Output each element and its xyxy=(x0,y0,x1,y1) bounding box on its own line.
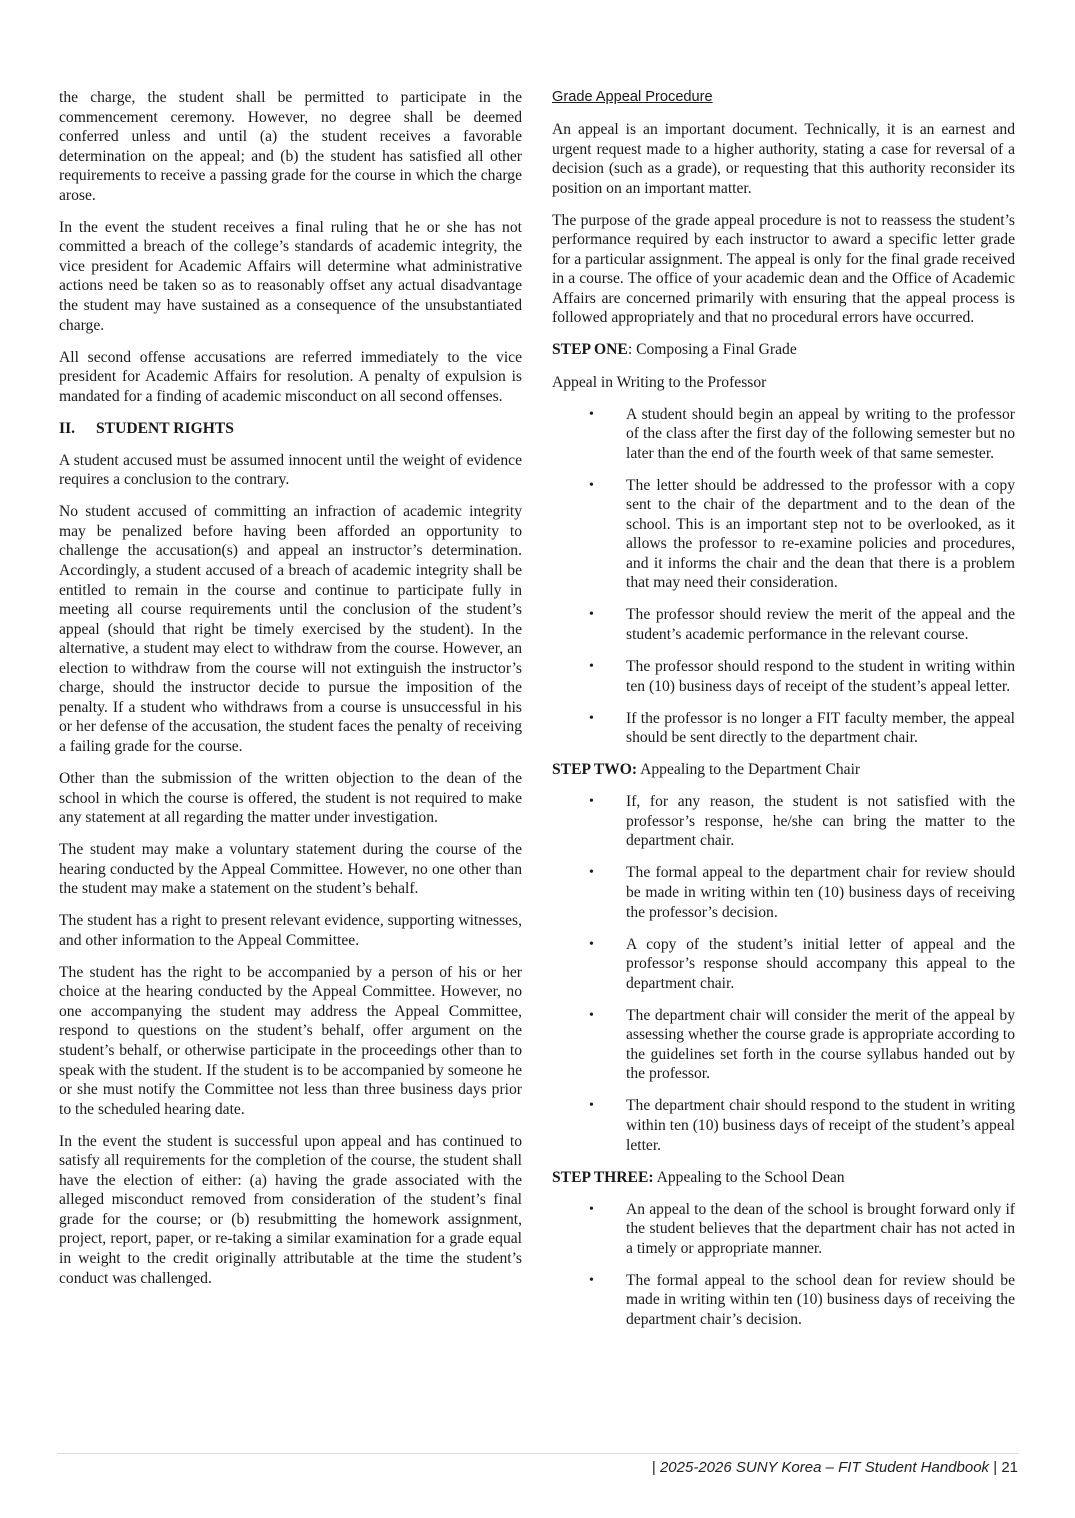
list-item-text: If the professor is no longer a FIT faculty member, the appeal should be sent directly to the department chair. xyxy=(626,709,1015,747)
list-item xyxy=(552,1200,1015,1259)
list-item xyxy=(552,863,1015,922)
step-title: Composing a Final Grade xyxy=(636,341,797,359)
list-item xyxy=(552,476,1015,593)
bullet-icon: • xyxy=(589,1098,594,1114)
step-one-subtitle: Appeal in Writing to the Professor xyxy=(552,373,767,391)
footer-title: 2025-2026 SUNY Korea – FIT Student Handbook xyxy=(659,1459,990,1476)
list-item-text: The letter should be addressed to the professor with a copy sent to the chair of the department and to the dean of the school. This is an important step not to be overlooked, as it allows the professor to re-examine policies and procedures, and it informs the chair and the dean that there is a problem that may need their consideration. xyxy=(626,476,1015,592)
section-number: II. xyxy=(59,419,76,437)
list-item-text: The department chair will consider the merit of the appeal by assessing whether the course grade is appropriate according to the guidelines set forth in the course syllabus handed out by the professor. xyxy=(626,1006,1015,1083)
bullet-icon: • xyxy=(589,659,594,675)
page-footer xyxy=(652,1459,1018,1476)
list-item-text: A copy of the student’s initial letter of appeal and the professor’s response should accompany this appeal to the department chair. xyxy=(626,935,1015,992)
footer-divider xyxy=(57,1453,1019,1454)
step-label: STEP TWO: xyxy=(552,761,638,779)
list-item xyxy=(552,1006,1015,1084)
paragraph: In the event the student is successful upon appeal and has continued to satisfy all requirements for the completion of the course, the student shall have the election of either: (a) having the grade associated with the alleged misconduct removed from consideration of the student’s final grade for the course; or (b) resubmitting the homework assignment, project, report, paper, or re-taking a similar examination for a grade equal in weight to the credit originally attributable at the time the student’s conduct was challenged. xyxy=(59,1132,522,1287)
bullet-icon: • xyxy=(589,794,594,810)
section-heading-student-rights xyxy=(59,419,522,439)
list-item-text: A student should begin an appeal by writing to the professor of the class after the first day of the following semester but no later than the end of the fourth week of that same semester. xyxy=(626,405,1015,462)
bullet-icon: • xyxy=(589,607,594,623)
paragraph: The student may make a voluntary statement during the course of the hearing conducted by the Appeal Committee. However, no one other than the student may make a statement on the student’s behalf. xyxy=(59,841,522,898)
step-title: Appealing to the School Dean xyxy=(656,1168,845,1186)
paragraph: the charge, the student shall be permitted to participate in the commencement ceremony. However, no degree shall be deemed conferred unless and until (a) the student receives a favorable determination on the appeal; and (b) the student has satisfied all other requirements to receive a passing grade for the course in which the charge arose. xyxy=(59,89,522,204)
section-title: STUDENT RIGHTS xyxy=(96,419,234,437)
step-two-list xyxy=(552,792,1015,1155)
bullet-icon: • xyxy=(589,406,594,422)
list-item-text: The professor should respond to the student in writing within ten (10) business days of receipt of the student’s appeal letter. xyxy=(626,658,1015,695)
list-item xyxy=(552,792,1015,851)
paragraph: The purpose of the grade appeal procedure is not to reassess the student’s performance required by each instructor to award a specific letter grade for a particular assignment. The appeal is only for the final grade received in a course. The office of your academic dean and the Office of Academic Affairs are concerned primarily with ensuring that the appeal process is followed appropriately and that no procedural errors have occurred. xyxy=(552,211,1015,327)
list-item-text: The professor should review the merit of the appeal and the student’s academic performance in the relevant course. xyxy=(626,606,1015,644)
paragraph: The student has a right to present relevant evidence, supporting witnesses, and other information to the Appeal Committee. xyxy=(59,912,522,949)
bullet-icon: • xyxy=(589,865,594,881)
step-label: STEP THREE: xyxy=(552,1168,654,1186)
list-item-text: The department chair should respond to the student in writing within ten (10) business days of receipt of the student’s appeal letter. xyxy=(626,1097,1015,1154)
step-two-heading xyxy=(552,760,1015,780)
list-item-text: If, for any reason, the student is not satisfied with the professor’s response, he/she can bring the matter to the department chair. xyxy=(626,793,1015,850)
list-item-text: The formal appeal to the school dean for review should be made in writing within ten (10) business days of receiving the department chair’s decision. xyxy=(626,1271,1015,1328)
bullet-icon: • xyxy=(589,1272,594,1288)
step-separator: : xyxy=(627,341,637,359)
page-number: 21 xyxy=(1001,1459,1018,1476)
bullet-icon: • xyxy=(589,1201,594,1217)
step-one-list xyxy=(552,405,1015,748)
list-item xyxy=(552,1096,1015,1155)
paragraph: No student accused of committing an infraction of academic integrity may be penalized before having been afforded an opportunity to challenge the accusation(s) and appeal an instructor’s determination. Accordingly, a student accused of a breach of academic integrity shall be entitled to remain in the course and continue to participate fully in meeting all course requirements until the conclusion of the student’s appeal (should that right be timely exercised by the student). In the alternative, a student may elect to withdraw from the course. However, an election to withdraw from the course will not extinguish the instructor’s charge, should the instructor decide to pursue the imposition of the penalty. If a student who withdraws from a course is unsuccessful in his or her defense of the accusation, the student faces the penalty of receiving a failing grade for the course. xyxy=(59,503,522,755)
bullet-icon: • xyxy=(589,936,594,952)
bullet-icon: • xyxy=(589,477,594,493)
footer-bar: | xyxy=(651,1459,656,1476)
list-item xyxy=(552,405,1015,464)
paragraph: The student has the right to be accompanied by a person of his or her choice at the hearing conducted by the Appeal Committee. However, no one accompanying the student may address the Appeal Committee, respond to questions on the student’s behalf, offer argument on the student’s behalf, or otherwise participate in the proceedings other than to speak with the student. If the student is to be accompanied by someone he or she must notify the Committee not less than three business days prior to the scheduled hearing date. xyxy=(59,963,522,1118)
paragraph: An appeal is an important document. Technically, it is an earnest and urgent request made to a higher authority, stating a case for reversal of a decision (such as a grade), or requesting that this authority reconsider its position on an important matter. xyxy=(552,121,1015,197)
list-item-text: An appeal to the dean of the school is brought forward only if the student believes that the department chair has not acted in a timely or appropriate manner. xyxy=(626,1200,1015,1257)
grade-appeal-procedure-heading: Grade Appeal Procedure xyxy=(552,89,713,105)
list-item xyxy=(552,605,1015,644)
right-column xyxy=(552,88,1015,1342)
list-item xyxy=(552,935,1015,994)
step-one-heading xyxy=(552,340,1015,360)
step-title: Appealing to the Department Chair xyxy=(640,761,861,779)
paragraph: In the event the student receives a final ruling that he or she has not committed a breach of the college’s standards of academic integrity, the vice president for Academic Affairs will determine what administrative actions need be taken so as to reasonably offset any actual disadvantage the student may have sustained as a consequence of the unsubstantiated charge. xyxy=(59,218,522,334)
left-column xyxy=(59,88,522,1301)
list-item-text: The formal appeal to the department chair for review should be made in writing within ten (10) business days of receiving the professor’s decision. xyxy=(626,864,1015,921)
step-three-list xyxy=(552,1200,1015,1330)
paragraph: A student accused must be assumed innocent until the weight of evidence requires a conclusion to the contrary. xyxy=(59,451,522,489)
paragraph: Other than the submission of the written objection to the dean of the school in which the course is offered, the student is not required to make any statement at all regarding the matter under investigation. xyxy=(59,769,522,827)
list-item xyxy=(552,1271,1015,1330)
list-item xyxy=(552,657,1015,696)
bullet-icon: • xyxy=(589,710,594,726)
list-item xyxy=(552,709,1015,748)
step-label: STEP ONE xyxy=(552,341,628,359)
paragraph: All second offense accusations are referred immediately to the vice president for Academic Affairs for resolution. A penalty of expulsion is mandated for a finding of academic misconduct on all second offenses. xyxy=(59,348,522,405)
footer-bar: | xyxy=(993,1459,998,1476)
bullet-icon: • xyxy=(589,1007,594,1023)
step-three-heading xyxy=(552,1168,1015,1188)
